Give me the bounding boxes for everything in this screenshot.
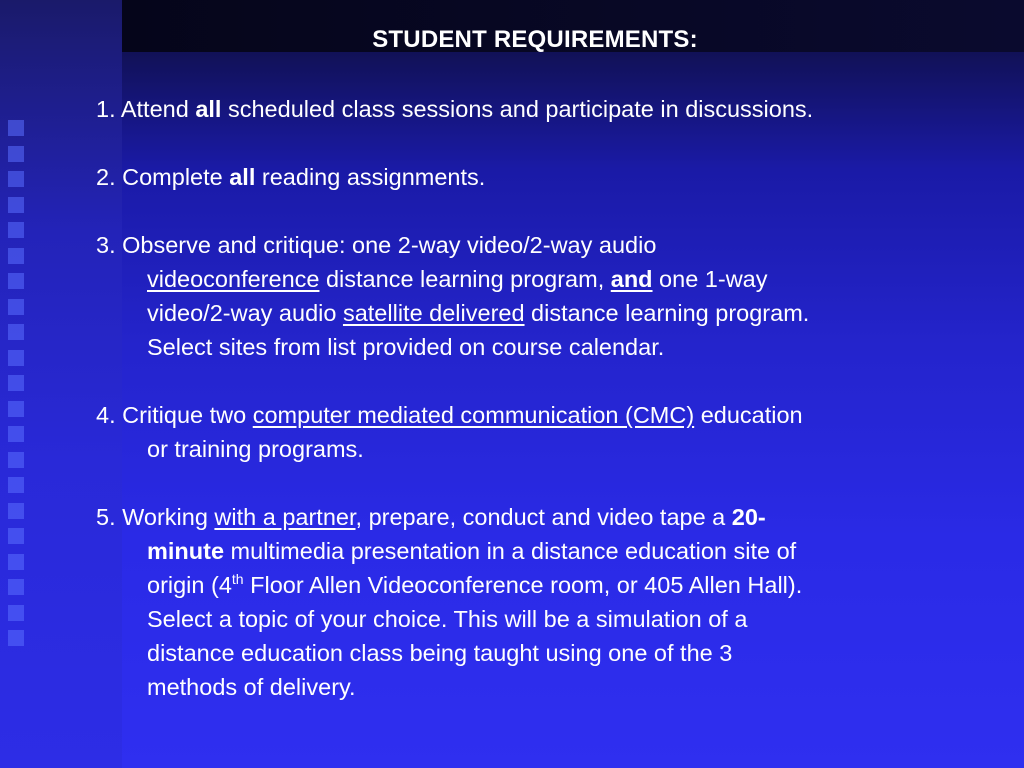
text-run: distance learning program.: [524, 300, 810, 326]
text-run: , prepare, conduct and video tape a: [355, 504, 732, 530]
requirement-item-3: [96, 228, 976, 364]
underlined-text: videoconference: [147, 266, 320, 292]
text-run: multimedia presentation in a distance education site of: [224, 538, 797, 564]
requirement-line: [96, 636, 976, 670]
emphasis-text: minute: [147, 538, 225, 564]
requirement-line: [96, 602, 976, 636]
requirement-line: [96, 500, 976, 534]
requirement-item-2: [96, 160, 976, 194]
text-run: methods of delivery.: [147, 674, 356, 700]
requirement-line: [96, 228, 976, 262]
requirement-line: [96, 432, 976, 466]
requirement-item-1: [96, 92, 976, 126]
text-run: 5. Working: [96, 504, 215, 530]
text-run: 1. Attend: [96, 96, 196, 122]
text-run: education: [694, 402, 803, 428]
text-run: Select sites from list provided on course calendar.: [147, 334, 665, 360]
text-run: or training programs.: [147, 436, 364, 462]
underlined-text: and: [610, 266, 653, 292]
text-run: 3. Observe and critique: one 2-way video/2-way audio: [96, 232, 657, 258]
requirement-item-4: [96, 398, 976, 466]
text-run: 2. Complete: [96, 164, 230, 190]
underlined-text: computer mediated communication (CMC): [252, 402, 695, 428]
emphasis-text: all: [195, 96, 222, 122]
text-run: scheduled class sessions and participate in discussions.: [221, 96, 814, 122]
underlined-text: satellite delivered: [342, 300, 525, 326]
text-run: video/2-way audio: [147, 300, 343, 326]
text-run: Floor Allen Videoconference room, or 405 Allen Hall).: [243, 572, 803, 598]
text-run: Select a topic of your choice. This will be a simulation of a: [147, 606, 748, 632]
underlined-text: with a partner: [214, 504, 356, 530]
text-run: th: [231, 571, 244, 587]
text-run: distance learning program,: [319, 266, 611, 292]
text-run: one 1-way: [652, 266, 768, 292]
text-run: reading assignments.: [255, 164, 486, 190]
requirement-line: [96, 262, 976, 296]
text-run: origin (4: [147, 572, 232, 598]
requirement-line: [96, 92, 976, 126]
text-run: 4. Critique two: [96, 402, 253, 428]
requirement-line: [96, 568, 976, 602]
requirement-line: [96, 534, 976, 568]
emphasis-text: all: [229, 164, 256, 190]
emphasis-text: 20-: [731, 504, 766, 530]
requirement-line: [96, 160, 976, 194]
requirement-line: [96, 330, 976, 364]
slide-title: STUDENT REQUIREMENTS:: [372, 26, 698, 53]
requirement-item-5: [96, 500, 976, 704]
requirement-line: [96, 296, 976, 330]
requirement-line: [96, 670, 976, 704]
text-run: distance education class being taught using one of the 3: [147, 640, 733, 666]
requirement-line: [96, 398, 976, 432]
